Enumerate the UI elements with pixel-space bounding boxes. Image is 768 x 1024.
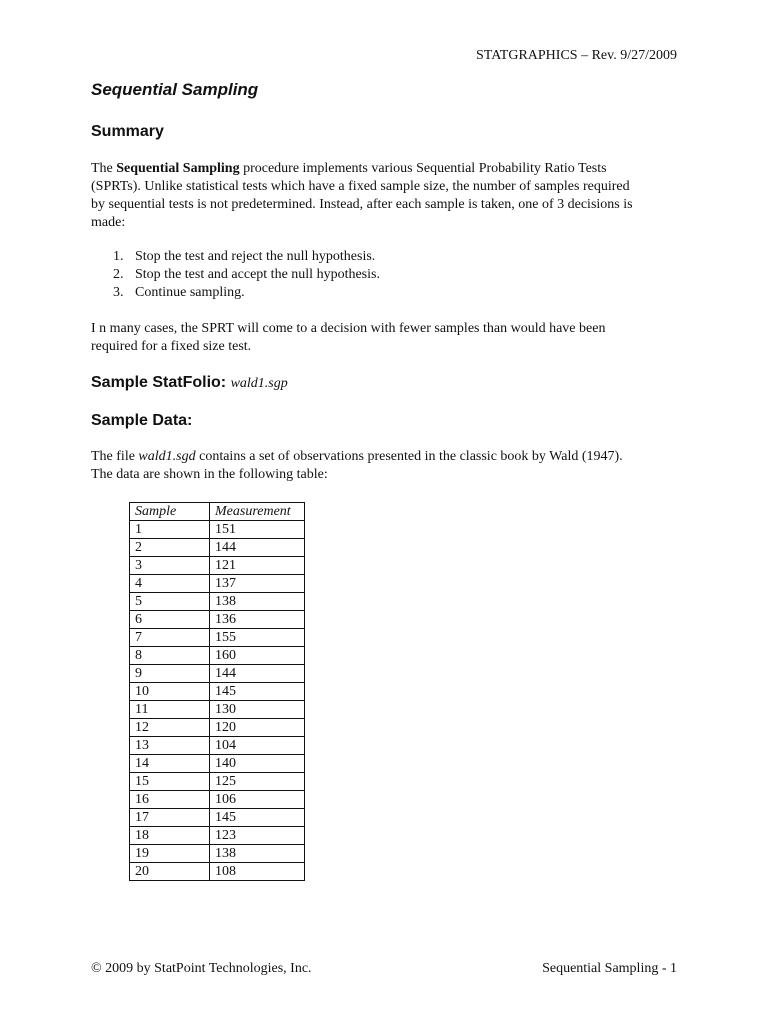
table-row: [130, 719, 305, 737]
cell-sample: 17: [130, 809, 210, 827]
table-row: [130, 557, 305, 575]
list-item: 3. Continue sampling.: [113, 285, 245, 300]
cell-sample: 19: [130, 845, 210, 863]
cell-sample: 18: [130, 827, 210, 845]
cell-sample: 15: [130, 773, 210, 791]
cell-measurement: 138: [210, 845, 305, 863]
table-row: [130, 773, 305, 791]
table-row: [130, 539, 305, 557]
table-header-row: [130, 503, 305, 521]
note-line-2: required for a fixed size test.: [91, 339, 252, 354]
cell-measurement: 144: [210, 539, 305, 557]
cell-measurement: 145: [210, 683, 305, 701]
note-line-1: I n many cases, the SPRT will come to a decision with fewer samples than would have been: [91, 321, 606, 336]
cell-measurement: 121: [210, 557, 305, 575]
summary-line-4: made:: [91, 215, 126, 230]
table-row: [130, 647, 305, 665]
cell-sample: 13: [130, 737, 210, 755]
cell-measurement: 120: [210, 719, 305, 737]
cell-measurement: 151: [210, 521, 305, 539]
cell-sample: 7: [130, 629, 210, 647]
cell-sample: 6: [130, 611, 210, 629]
cell-measurement: 130: [210, 701, 305, 719]
cell-sample: 4: [130, 575, 210, 593]
table-row: [130, 611, 305, 629]
table-row: [130, 701, 305, 719]
table-row: [130, 737, 305, 755]
cell-sample: 14: [130, 755, 210, 773]
table-row: [130, 665, 305, 683]
summary-line-1: The Sequential Sampling procedure implements various Sequential Probability Ratio Tests: [91, 161, 607, 176]
list-item: 1. Stop the test and reject the null hypothesis.: [113, 249, 376, 264]
cell-sample: 9: [130, 665, 210, 683]
cell-measurement: 144: [210, 665, 305, 683]
sample-data-intro: [91, 448, 681, 484]
statfolio-heading: Sample StatFolio: wald1.sgp: [91, 374, 288, 391]
running-header: STATGRAPHICS – Rev. 9/27/2009: [476, 48, 677, 63]
column-header-measurement: Measurement: [210, 503, 305, 521]
cell-measurement: 155: [210, 629, 305, 647]
cell-sample: 16: [130, 791, 210, 809]
cell-sample: 8: [130, 647, 210, 665]
cell-measurement: 106: [210, 791, 305, 809]
cell-sample: 20: [130, 863, 210, 881]
statfolio-file: wald1.sgp: [230, 376, 288, 391]
cell-measurement: 108: [210, 863, 305, 881]
table-row: [130, 791, 305, 809]
cell-sample: 1: [130, 521, 210, 539]
table-row: [130, 629, 305, 647]
document-title: Sequential Sampling: [91, 80, 259, 99]
summary-line-2: (SPRTs). Unlike statistical tests which have a fixed sample size, the number of samples required: [91, 179, 630, 194]
table-row: [130, 809, 305, 827]
cell-measurement: 104: [210, 737, 305, 755]
footer-page-label: Sequential Sampling - 1: [542, 961, 677, 976]
cell-measurement: 138: [210, 593, 305, 611]
cell-sample: 3: [130, 557, 210, 575]
sample-data-heading: Sample Data:: [91, 412, 193, 429]
table-row: [130, 827, 305, 845]
copyright-symbol: ©: [91, 961, 102, 976]
column-header-sample: Sample: [130, 503, 210, 521]
table-row: [130, 575, 305, 593]
table-row: [130, 755, 305, 773]
cell-measurement: 145: [210, 809, 305, 827]
list-item: 2. Stop the test and accept the null hypothesis.: [113, 267, 380, 282]
summary-line-3: by sequential tests is not predetermined. Instead, after each sample is taken, one of 3 decisions is: [91, 197, 633, 212]
cell-sample: 10: [130, 683, 210, 701]
table-row: [130, 593, 305, 611]
cell-sample: 2: [130, 539, 210, 557]
cell-measurement: 125: [210, 773, 305, 791]
cell-measurement: 140: [210, 755, 305, 773]
intro-line-2: The data are shown in the following table:: [91, 467, 328, 482]
procedure-name: Sequential Sampling: [116, 161, 240, 176]
decision-list: [113, 248, 613, 302]
data-file: wald1.sgd: [138, 449, 196, 464]
table-row: [130, 683, 305, 701]
cell-measurement: 136: [210, 611, 305, 629]
summary-paragraph: [91, 160, 681, 232]
intro-line-1: The file wald1.sgd contains a set of observations presented in the classic book by Wald (1947).: [91, 449, 623, 464]
cell-sample: 12: [130, 719, 210, 737]
table-row: [130, 863, 305, 881]
sprt-note-paragraph: [91, 320, 681, 356]
cell-sample: 11: [130, 701, 210, 719]
cell-measurement: 123: [210, 827, 305, 845]
footer-copyright: © 2009 by StatPoint Technologies, Inc.: [91, 961, 312, 976]
table-row: [130, 521, 305, 539]
cell-measurement: 137: [210, 575, 305, 593]
table-row: [130, 845, 305, 863]
cell-sample: 5: [130, 593, 210, 611]
summary-heading: Summary: [91, 123, 164, 140]
data-table: [129, 502, 305, 881]
cell-measurement: 160: [210, 647, 305, 665]
